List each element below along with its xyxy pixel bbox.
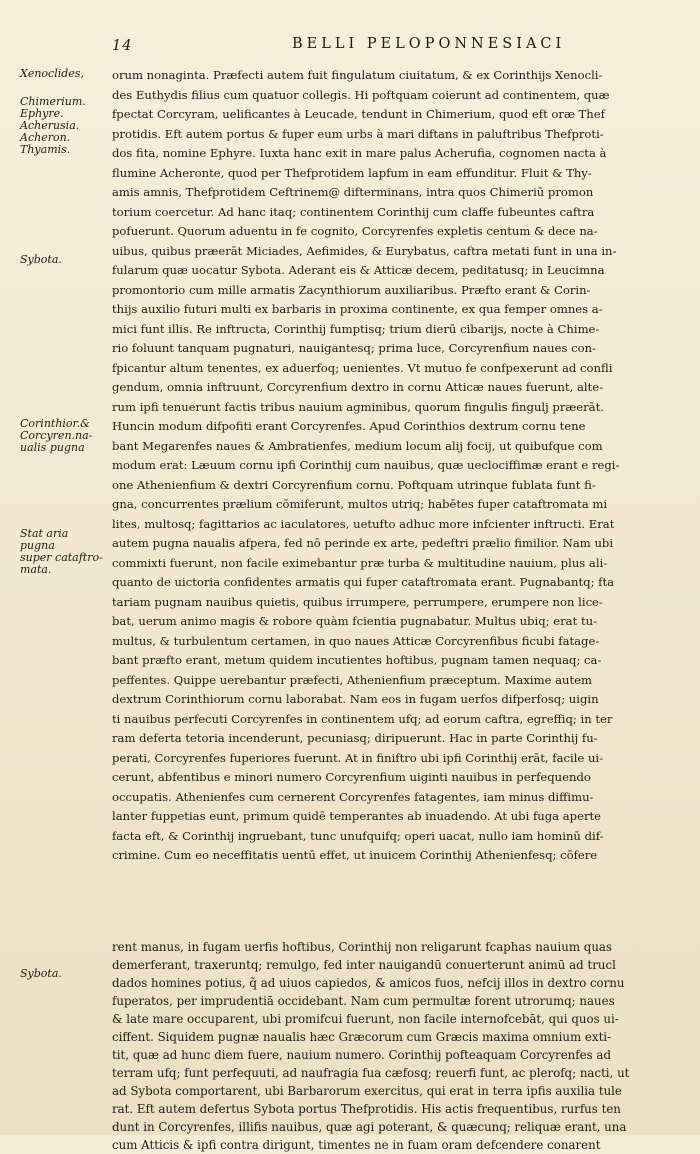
text-line: fpicantur altum tenentes, ex aduerfoq; uenientes. Vt mutuo fe confpexerunt ad confli: [112, 360, 613, 375]
text-line: bant præfto erant, metum quidem incutientes hoftibus, pugnam tamen nequaq; ca-: [112, 653, 602, 667]
text-line: Huncin modum difpofiti erant Corcyrenfes. Apud Corinthios dextrum cornu tene: [112, 419, 586, 433]
text-line: torium coercetur. Ad hanc itaq; continentem Corinthij cum claffe fubeuntes caftra: [112, 204, 595, 219]
text-line: quanto de uictoria confidentes armatis qui fuper cataftromata erant. Pugnabantq; fta: [112, 575, 615, 589]
text-line: ad Sybota comportarent, ubi Barbarorum exercitus, qui erat in terra ipfis auxilia tule: [112, 1084, 622, 1098]
margin-note-line: Corinthior.&: [20, 417, 90, 430]
margin-note-line: Chimerium.: [20, 95, 86, 108]
text-line: tit, quæ ad hunc diem fuere, nauium numero. Corinthij pofteaquam Corcyrenfes ad: [112, 1048, 612, 1062]
text-line: thijs auxilio futuri multi ex barbaris in proxima continente, ex qua femper omnes a-: [112, 302, 603, 316]
text-line: rio foluunt tanquam pugnaturi, nauigantesq; prima luce, Corcyrenfium naues con-: [112, 341, 596, 355]
margin-note-sybota: [20, 254, 106, 266]
text-line: cerunt, abfentibus e minori numero Corcyrenfium uiginti nauibus in perfequendo: [112, 770, 591, 784]
page-number: 14: [112, 38, 133, 54]
margin-note-line: Thyamis.: [20, 143, 71, 156]
text-line: multus, & turbulentum certamen, in quo naues Atticæ Corcyrenfibus ficubi fatage-: [112, 633, 600, 648]
margin-note-naval-battle: [20, 418, 106, 454]
text-line: dados homines potius, q̃ ad uiuos capiedos, & amicos fuos, nefcij illos in dextro cornu: [112, 976, 625, 990]
text-line: amis amnis, Thefprotidem Ceftrinem@ difterminans, intra quos Chimeriū promon: [112, 185, 594, 199]
text-line: mici funt illis. Re inftructa, Corinthij fumptisq; trium dierū cibarijs, nocte à Chime-: [112, 321, 600, 336]
text-line: bant Megarenfes naues & Ambratienfes, medium locum alij focij, ut quibufque com: [112, 438, 603, 453]
text-line: rum ipfi tenuerunt factis tribus nauium agminibus, quorum fingulis fingulj præerāt.: [112, 399, 604, 414]
text-line: terram ufq; funt perfequuti, ad naufragia fua cæfosq; reuerfi funt, ac plerofq; nacti, ut: [112, 1066, 630, 1080]
text-line: facta eft, & Corinthij ingruebant, tunc unufquifq; operi uacat, nullo iam hominū dif-: [112, 828, 604, 843]
text-line: fuperatos, per imprudentiā occidebant. Nam cum permultæ forent utrorumq; naues: [112, 994, 615, 1008]
text-line: rat. Eft autem defertus Sybota portus Thefprotidis. His actis frequentibus, rurfus ten: [112, 1102, 621, 1116]
text-line: modum erat: Læuum cornu ipfi Corinthij cum nauibus, quæ ueclociffimæ erant e regi-: [112, 458, 620, 472]
text-line: des Euthydis filius cum quatuor collegis. Hi poftquam coierunt ad continentem, quæ: [112, 87, 610, 102]
margin-note-line: Sybota.: [20, 253, 62, 266]
page-header: [112, 36, 682, 58]
margin-note-xenoclides: [20, 68, 106, 80]
text-line: ti nauibus perfecuti Corcyrenfes in continentem ufq; ad eorum caftra, egreffiq; in ter: [112, 711, 613, 726]
margin-note-line: Corcyren.na-: [20, 429, 93, 442]
text-line: uibus, quibus præerāt Miciades, Aefimides, & Eurybatus, caftra metati funt in una in-: [112, 243, 617, 258]
text-line: dos fita, nomine Ephyre. Iuxta hanc exit in mare palus Acherufia, cognomen nacta à: [112, 146, 607, 160]
text-line: commixti fuerunt, non facile eximebantur præ turba & multitudine nauium, plus ali-: [112, 555, 608, 570]
text-line: ciffent. Siquidem pugnæ naualis hæc Græcorum cum Græcis maxima omnium exti-: [112, 1030, 612, 1044]
margin-note-line: Ephyre.: [20, 107, 64, 120]
margin-note-line: ualis pugna: [20, 441, 85, 454]
margin-note-line: Sybota.: [20, 967, 62, 980]
text-line: demerferant, traxeruntq; remulgo, fed inter nauigandū conuerterunt animū ad trucl: [112, 958, 616, 972]
text-line: tariam pugnam nauibus quietis, quibus irrumpere, perrumpere, erumpere non lice-: [112, 594, 603, 609]
margin-note-sybota-2: [20, 968, 106, 980]
margin-note-line: Acheron.: [20, 131, 71, 144]
text-line: & late mare occuparent, ubi promifcui fuerunt, non facile internofcebāt, qui quos ui-: [112, 1012, 619, 1026]
text-line: fpectat Corcyram, uelificantes à Leucade, tendunt in Chimerium, quod eft oræ Thef: [112, 107, 605, 121]
marginal-notes: [20, 0, 106, 1135]
text-line: lites, multosq; fagittarios ac iaculatores, uetufto adhuc more infcienter inftructi. Erat: [112, 516, 615, 531]
margin-note-stataria-pugna: [20, 528, 106, 576]
text-line: cum Atticis & ipfi contra dirigunt, timentes ne in fuam oram defcendere conarent: [112, 1138, 601, 1152]
text-line: protidis. Eft autem portus & fuper eum urbs à mari diftans in paluftribus Thefproti-: [112, 126, 604, 141]
text-line: bat, uerum animo magis & robore quàm fcientia pugnabatur. Multus ubiq; erat tu-: [112, 614, 597, 628]
main-text-column: [112, 66, 682, 866]
text-line: dunt in Corcyrenfes, illifis nauibus, quæ agi poterant, & quæcunq; reliquæ erant, una: [112, 1120, 627, 1134]
text-line: gna, concurrentes prælium cōmiferunt, multos utriq; habētes fuper cataftromata mi: [112, 497, 608, 511]
main-text-continued: [112, 938, 682, 1154]
text-line: rent manus, in fugam uerfis hoftibus, Corinthij non religarunt fcaphas nauium quas: [112, 940, 613, 954]
text-line: perati, Corcyrenfes fuperiores fuerunt. At in finiftro ubi ipfi Corinthij erāt, facile ui-: [112, 750, 604, 765]
text-line: flumine Acheronte, quod per Thefprotidem lapfum in eam effunditur. Fluit & Thy-: [112, 165, 592, 180]
text-line: promontorio cum mille armatis Zacynthiorum auxiliaribus. Præfto erant & Corin-: [112, 282, 591, 297]
text-line: peffentes. Quippe uerebantur præfecti, Athenienfium præceptum. Maxime autem: [112, 672, 593, 687]
margin-note-line: Acherusia.: [20, 119, 80, 132]
margin-note-line: mata.: [20, 563, 52, 576]
margin-note-places: [20, 96, 106, 156]
margin-note-line: Xenoclides,: [20, 67, 84, 80]
text-line: pofuerunt. Quorum aduentu in fe cognito, Corcyrenfes expletis centum & dece na-: [112, 224, 598, 238]
text-line: orum nonaginta. Præfecti autem fuit fingulatum ciuitatum, & ex Corinthijs Xenocli-: [112, 68, 603, 82]
text-line: gendum, omnia inftruunt, Corcyrenfium dextro in cornu Atticæ naues fuerunt, alte-: [112, 380, 604, 394]
text-line: autem pugna naualis afpera, fed nō perinde ex arte, pedeftri prælio fimilior. Nam ubi: [112, 536, 614, 550]
text-line: fularum quæ uocatur Sybota. Aderant eis & Atticæ decem, peditatusq; in Leucimna: [112, 263, 605, 277]
text-line: ram deferta tetoria incenderunt, pecuniasq; diripuerunt. Hac in parte Corinthij fu-: [112, 731, 598, 745]
margin-note-line: super cataftro-: [20, 551, 103, 564]
text-line: lanter fuppetias eunt, primum quidē temperantes ab inuadendo. At ubi fuga aperte: [112, 809, 602, 823]
text-line: dextrum Corinthiorum cornu laborabat. Nam eos in fugam uerfos difperfosq; uigin: [112, 692, 599, 706]
running-title: BELLI PELOPONNESIACI: [292, 36, 566, 52]
text-line: one Athenienfium & dextri Corcyrenfium cornu. Poftquam utrinque fublata funt fi-: [112, 477, 596, 492]
text-line: occupatis. Athenienfes cum cernerent Corcyrenfes fatagentes, iam minus diffimu-: [112, 789, 594, 804]
text-line: crimine. Cum eo neceffitatis uentū effet, ut inuicem Corinthij Athenienfesq; cōfere: [112, 848, 598, 862]
margin-note-line: Stat aria pugna: [20, 527, 69, 552]
